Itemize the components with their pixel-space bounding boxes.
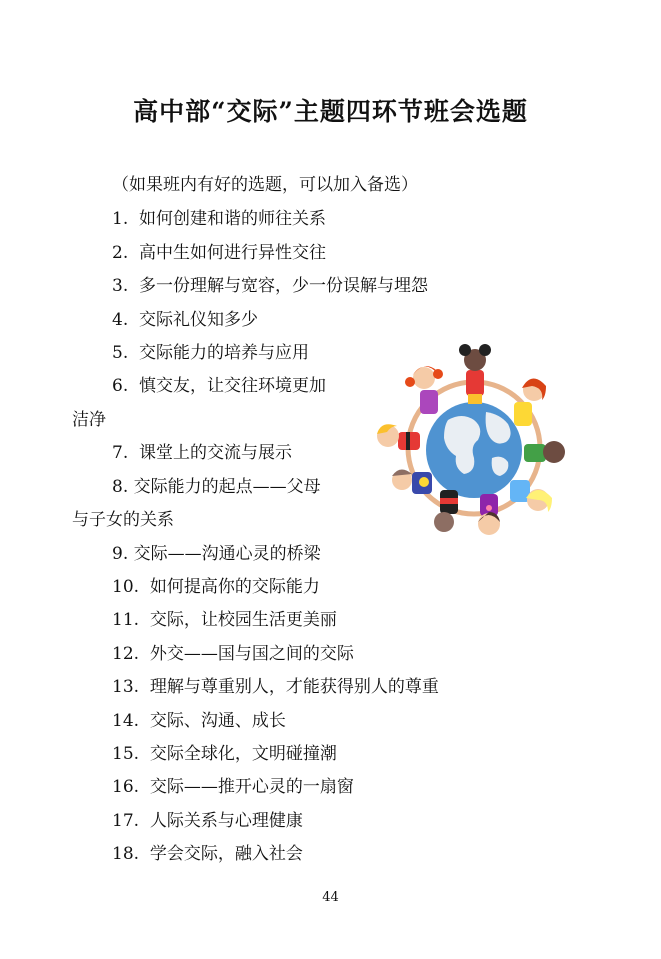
list-item: 10. 如何提高你的交际能力 bbox=[112, 577, 320, 597]
list-item: 5. 交际能力的培养与应用 bbox=[112, 343, 310, 363]
list-item-continuation: 洁净 bbox=[72, 410, 106, 430]
list-item: 6. 慎交友，让交往环境更加 bbox=[112, 376, 327, 396]
list-item: 14. 交际、沟通、成长 bbox=[112, 711, 286, 731]
list-item: 13. 理解与尊重别人，才能获得别人的尊重 bbox=[112, 677, 439, 697]
page-title: 高中部“交际”主题四环节班会选题 bbox=[133, 97, 528, 126]
list-item: 11. 交际，让校园生活更美丽 bbox=[112, 610, 337, 630]
list-item: 4. 交际礼仪知多少 bbox=[112, 310, 259, 330]
list-item: 16. 交际——推开心灵的一扇窗 bbox=[112, 777, 354, 797]
list-item: 3. 多一份理解与宽容，少一份误解与埋怨 bbox=[112, 276, 429, 296]
list-item: 1. 如何创建和谐的师往关系 bbox=[112, 209, 327, 229]
children-around-globe-illustration bbox=[368, 340, 580, 545]
list-item: 17. 人际关系与心理健康 bbox=[112, 811, 303, 831]
list-item: 18. 学会交际，融入社会 bbox=[112, 844, 303, 864]
list-item: 8. 交际能力的起点——父母 bbox=[112, 477, 321, 497]
list-item: 2. 高中生如何进行异性交往 bbox=[112, 243, 327, 263]
list-item: 15. 交际全球化，文明碰撞潮 bbox=[112, 744, 337, 764]
page-number: 44 bbox=[322, 890, 339, 905]
list-item: 9. 交际——沟通心灵的桥梁 bbox=[112, 544, 321, 564]
list-item: 7. 课堂上的交流与展示 bbox=[112, 443, 293, 463]
list-item-continuation: 与子女的关系 bbox=[72, 510, 174, 530]
list-item: 12. 外交——国与国之间的交际 bbox=[112, 644, 354, 664]
selection-note: （如果班内有好的选题，可以加入备选） bbox=[112, 175, 418, 195]
